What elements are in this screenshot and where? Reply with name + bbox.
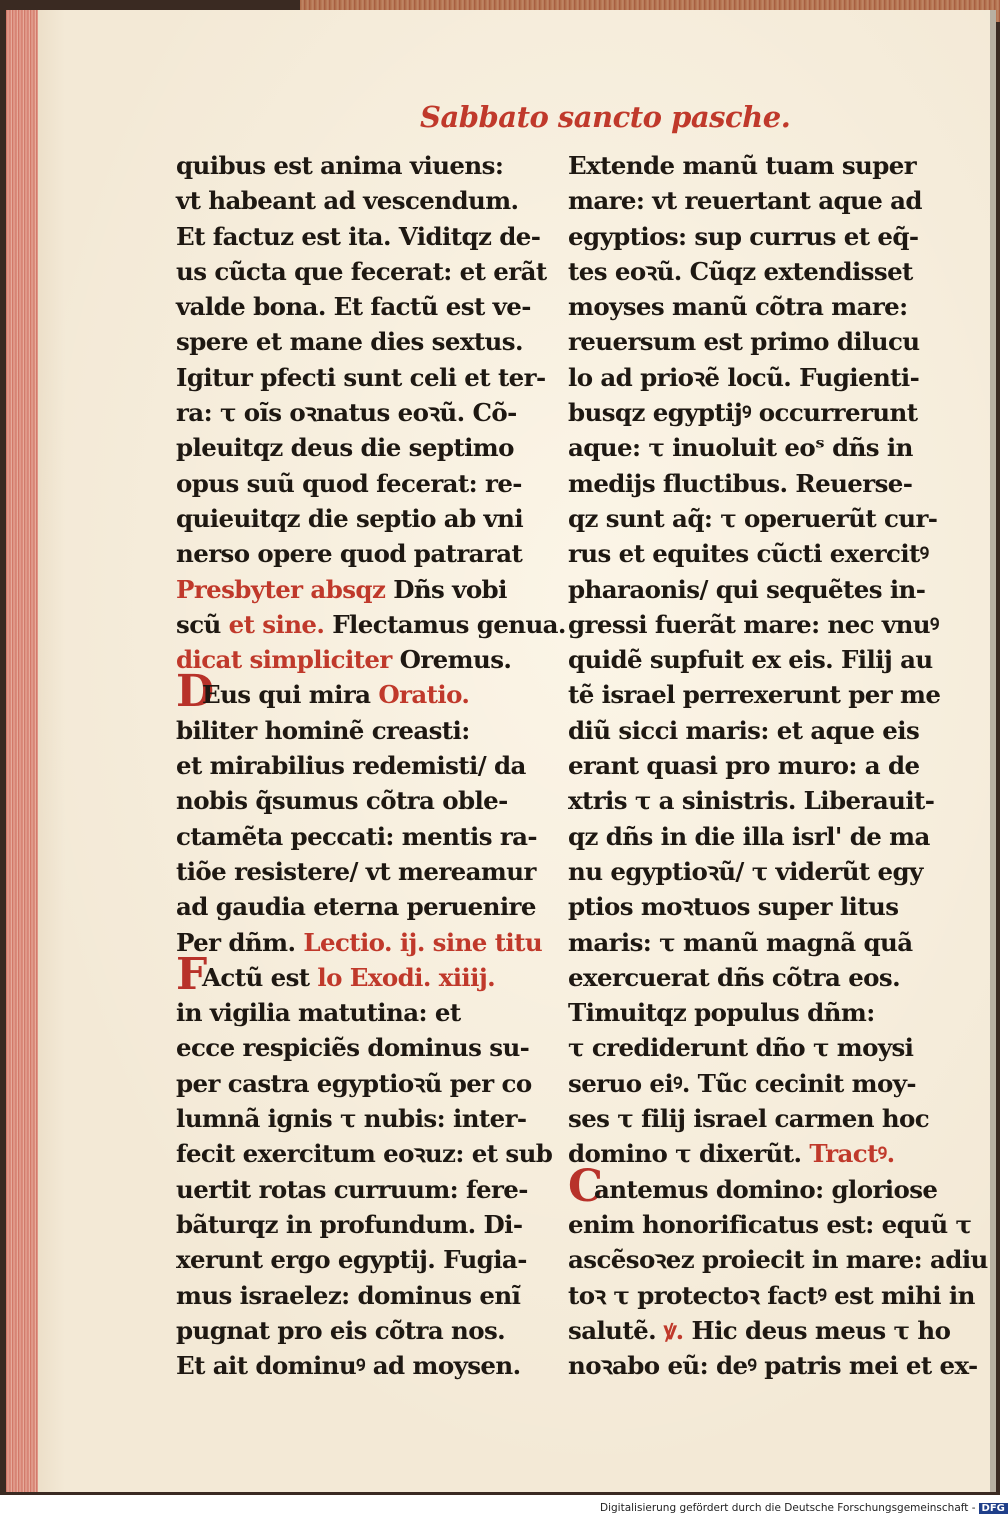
text-line bbox=[176, 1207, 528, 1242]
text-line bbox=[568, 960, 920, 995]
rubric-initial: C bbox=[568, 1160, 603, 1212]
text-line bbox=[176, 254, 547, 289]
text-line bbox=[176, 360, 546, 395]
body-text: us cũcta que fecerat: et erãt bbox=[176, 256, 547, 286]
text-line bbox=[568, 324, 920, 359]
text-line bbox=[568, 819, 930, 854]
text-line bbox=[176, 324, 528, 359]
text-line bbox=[568, 395, 920, 430]
text-line bbox=[568, 1313, 951, 1348]
text-line bbox=[568, 1030, 920, 1065]
rubric-text: Lectio. ij. sine titu bbox=[303, 927, 543, 957]
body-text: τ crediderunt dño τ moysi bbox=[568, 1033, 914, 1063]
page-edges-red bbox=[6, 10, 38, 1492]
body-text: Extende manũ tuam super bbox=[568, 151, 917, 180]
text-line bbox=[568, 148, 920, 183]
body-text: pharaonis/ qui sequẽtes in- bbox=[568, 574, 926, 604]
footer-credit-text: Digitalisierung gefördert durch die Deutsche Forschungsgemeinschaft - bbox=[600, 1502, 976, 1514]
body-text: Per dñm. bbox=[176, 927, 304, 957]
rubric-text: et sine. bbox=[228, 609, 325, 639]
text-line bbox=[568, 466, 920, 501]
text-line bbox=[568, 713, 920, 748]
text-line bbox=[176, 219, 541, 254]
body-text: Et ait dominuꝰ ad moysen. bbox=[176, 1351, 521, 1381]
text-line bbox=[176, 572, 528, 607]
rubric-text: dicat simpliciter bbox=[176, 645, 392, 675]
text-line bbox=[568, 889, 920, 924]
text-line bbox=[176, 1066, 532, 1101]
text-line bbox=[176, 289, 531, 324]
body-text: Igitur pfecti sunt celi et ter- bbox=[176, 362, 546, 392]
body-text: egyptios: sup currus et eq̃- bbox=[568, 221, 919, 251]
body-text: seruo eiꝰ. Tũc cecinit moy- bbox=[568, 1068, 916, 1098]
rubric-text: Oratio. bbox=[378, 680, 470, 710]
body-text: opus suũ quod fecerat: re- bbox=[176, 468, 522, 498]
text-line bbox=[176, 995, 528, 1030]
body-text: Hic deus meus τ ho bbox=[683, 1315, 951, 1345]
body-text: gressi fuerãt mare: nec vnuꝰ bbox=[568, 609, 939, 639]
text-line bbox=[176, 642, 528, 677]
text-line bbox=[176, 1278, 528, 1313]
text-line bbox=[176, 1101, 528, 1136]
body-text: vt habeant ad vescendum. bbox=[176, 186, 519, 216]
text-line bbox=[568, 1278, 975, 1313]
text-line bbox=[568, 501, 938, 536]
body-text: biliter hominẽ creasti: bbox=[176, 715, 470, 745]
body-text: nerso opere quod patrarat bbox=[176, 539, 523, 569]
body-text: mare: vt reuertant aque ad bbox=[568, 186, 922, 216]
body-text: Timuitqz populus dñm: bbox=[568, 998, 875, 1028]
body-text: nobis q̃sumus cõtra oble- bbox=[176, 786, 508, 816]
dfg-logo: DFG bbox=[979, 1503, 1008, 1514]
body-text: spere et mane dies sextus. bbox=[176, 327, 523, 357]
body-text: fecit exercitum eoꝛuz: et sub bbox=[176, 1139, 553, 1169]
text-line bbox=[568, 995, 920, 1030]
text-line bbox=[176, 183, 528, 218]
text-line bbox=[176, 889, 536, 924]
text-line bbox=[568, 536, 929, 571]
body-text: scũ bbox=[176, 609, 229, 639]
body-text: pugnat pro eis cõtra nos. bbox=[176, 1315, 506, 1345]
text-line bbox=[176, 854, 536, 889]
text-line bbox=[176, 148, 528, 183]
body-text: aque: τ inuoluit eoˢ dñs in bbox=[568, 433, 913, 463]
body-text: pleuitqz deus die septimo bbox=[176, 433, 514, 463]
text-line bbox=[176, 501, 528, 536]
body-text: qz dñs in die illa isrl' de ma bbox=[568, 821, 930, 851]
body-text: lo ad prioꝛẽ locũ. Fugienti- bbox=[568, 362, 920, 392]
text-column-left bbox=[176, 148, 566, 1383]
body-text: valde bona. Et factũ est ve- bbox=[176, 292, 531, 322]
body-text: Et factuz est ita. Viditqz de- bbox=[176, 221, 541, 251]
footer-credit bbox=[600, 1502, 1005, 1520]
body-text: maris: τ manũ magnã quã bbox=[568, 927, 913, 957]
text-line bbox=[176, 466, 528, 501]
text-line bbox=[568, 1066, 920, 1101]
text-line bbox=[568, 572, 926, 607]
body-text: Actũ est bbox=[202, 962, 318, 992]
body-text: ctamẽta peccati: mentis ra- bbox=[176, 821, 537, 851]
text-line bbox=[176, 1172, 528, 1207]
body-text: domino τ dixerũt. bbox=[568, 1139, 810, 1169]
body-text: bãturqz in profundum. Di- bbox=[176, 1209, 523, 1239]
text-line bbox=[176, 536, 528, 571]
body-text: reuersum est primo dilucu bbox=[568, 327, 920, 357]
body-text: tiõe resistere/ vt mereamur bbox=[176, 856, 536, 886]
body-text: tẽ israel perrexerunt per me bbox=[568, 680, 941, 710]
text-line bbox=[568, 1348, 978, 1383]
body-text: mus israelez: dominus enĩ bbox=[176, 1280, 521, 1310]
body-text: ptios moꝛtuos super litus bbox=[568, 892, 899, 922]
text-line bbox=[176, 819, 537, 854]
text-column-right bbox=[568, 148, 988, 1383]
body-text: tes eoꝛũ. Cũqz extendisset bbox=[568, 256, 913, 286]
text-line bbox=[176, 713, 528, 748]
text-line bbox=[568, 1242, 988, 1277]
body-text: enim honorificatus est: equũ τ bbox=[568, 1209, 972, 1239]
text-line bbox=[568, 183, 920, 218]
body-text: et mirabilius redemisti/ da bbox=[176, 751, 526, 781]
text-line bbox=[568, 1101, 930, 1136]
body-text: busqz egyptijꝰ occurrerunt bbox=[568, 398, 918, 428]
body-text: in vigilia matutina: et bbox=[176, 998, 461, 1028]
text-line bbox=[568, 925, 920, 960]
text-line bbox=[568, 677, 941, 712]
body-text: exercuerat dñs cõtra eos. bbox=[568, 962, 901, 992]
text-line bbox=[176, 948, 528, 1000]
text-line bbox=[568, 1136, 920, 1171]
text-line bbox=[176, 430, 528, 465]
body-text: ses τ filij israel carmen hoc bbox=[568, 1104, 930, 1134]
text-line bbox=[568, 642, 933, 677]
rubric-initial: F bbox=[176, 948, 207, 1000]
text-line bbox=[176, 748, 528, 783]
text-line bbox=[176, 1030, 528, 1065]
body-text: diũ sicci maris: et aque eis bbox=[568, 715, 920, 745]
body-text: ra: τ oĩs oꝛnatus eoꝛũ. Cõ- bbox=[176, 398, 517, 428]
text-line bbox=[568, 783, 935, 818]
body-text: ecce respiciẽs dominus su- bbox=[176, 1033, 530, 1063]
body-text: toꝛ τ protectoꝛ factꝰ est mihi in bbox=[568, 1280, 975, 1310]
body-text: uertit rotas curruum: fere- bbox=[176, 1174, 528, 1204]
body-text: qz sunt aq̃: τ operuerũt cur- bbox=[568, 503, 938, 533]
body-text: xtris τ a sinistris. Liberauit- bbox=[568, 786, 935, 816]
body-text: rus et equites cũcti exercitꝰ bbox=[568, 539, 929, 569]
text-line bbox=[176, 1242, 528, 1277]
body-text: antemus domino: gloriose bbox=[594, 1174, 938, 1204]
body-text: Oremus. bbox=[391, 645, 512, 675]
body-text: nu egyptioꝛũ/ τ viderũt egy bbox=[568, 856, 923, 886]
text-line bbox=[568, 430, 920, 465]
body-text: salutẽ. bbox=[568, 1315, 664, 1345]
body-text: quieuitqz die septio ab vni bbox=[176, 503, 524, 533]
body-text: per castra egyptioꝛũ per co bbox=[176, 1068, 532, 1098]
text-line bbox=[568, 219, 920, 254]
body-text: medijs fluctibus. Reuerse- bbox=[568, 468, 913, 498]
body-text: Eus qui mira bbox=[202, 680, 379, 710]
body-text: xerunt ergo egyptij. Fugia- bbox=[176, 1245, 527, 1275]
text-line bbox=[568, 854, 923, 889]
body-text: moyses manũ cõtra mare: bbox=[568, 292, 908, 322]
body-text: Dñs vobi bbox=[385, 574, 507, 604]
text-line bbox=[568, 748, 920, 783]
text-line bbox=[568, 1207, 972, 1242]
text-line bbox=[176, 607, 566, 642]
text-line bbox=[568, 289, 920, 324]
rubric-initial: D bbox=[176, 666, 214, 718]
rubric-text: Tractꝰ. bbox=[809, 1139, 895, 1169]
body-text: ascẽsoꝛez proiecit in mare: adiu bbox=[568, 1245, 988, 1275]
text-line bbox=[568, 607, 939, 642]
body-text: noꝛabo eũ: deꝰ patris mei et ex- bbox=[568, 1351, 978, 1381]
text-line bbox=[176, 783, 528, 818]
text-line bbox=[568, 254, 920, 289]
body-text: lumnã ignis τ nubis: inter- bbox=[176, 1104, 527, 1134]
text-line bbox=[568, 1160, 938, 1212]
text-line bbox=[176, 1348, 528, 1383]
body-text: ad gaudia eterna peruenire bbox=[176, 892, 536, 922]
text-line bbox=[568, 360, 920, 395]
body-text: erant quasi pro muro: a de bbox=[568, 751, 920, 781]
text-line bbox=[176, 925, 543, 960]
body-text: quidẽ supfuit ex eis. Filij au bbox=[568, 645, 933, 675]
rubric-text: lo Exodi. xiiij. bbox=[317, 962, 496, 992]
text-line bbox=[176, 1313, 528, 1348]
text-line bbox=[176, 666, 528, 718]
body-text: quibus est anima viuens: bbox=[176, 151, 504, 180]
rubric-text: ꝟ. bbox=[663, 1315, 684, 1345]
text-line bbox=[176, 1136, 553, 1171]
page-edge-right bbox=[990, 10, 996, 1492]
rubric-text: Presbyter absqz bbox=[176, 574, 386, 604]
running-title: Sabbato sancto pasche. bbox=[420, 100, 791, 134]
body-text: Flectamus genua. bbox=[324, 609, 566, 639]
text-line bbox=[176, 395, 528, 430]
